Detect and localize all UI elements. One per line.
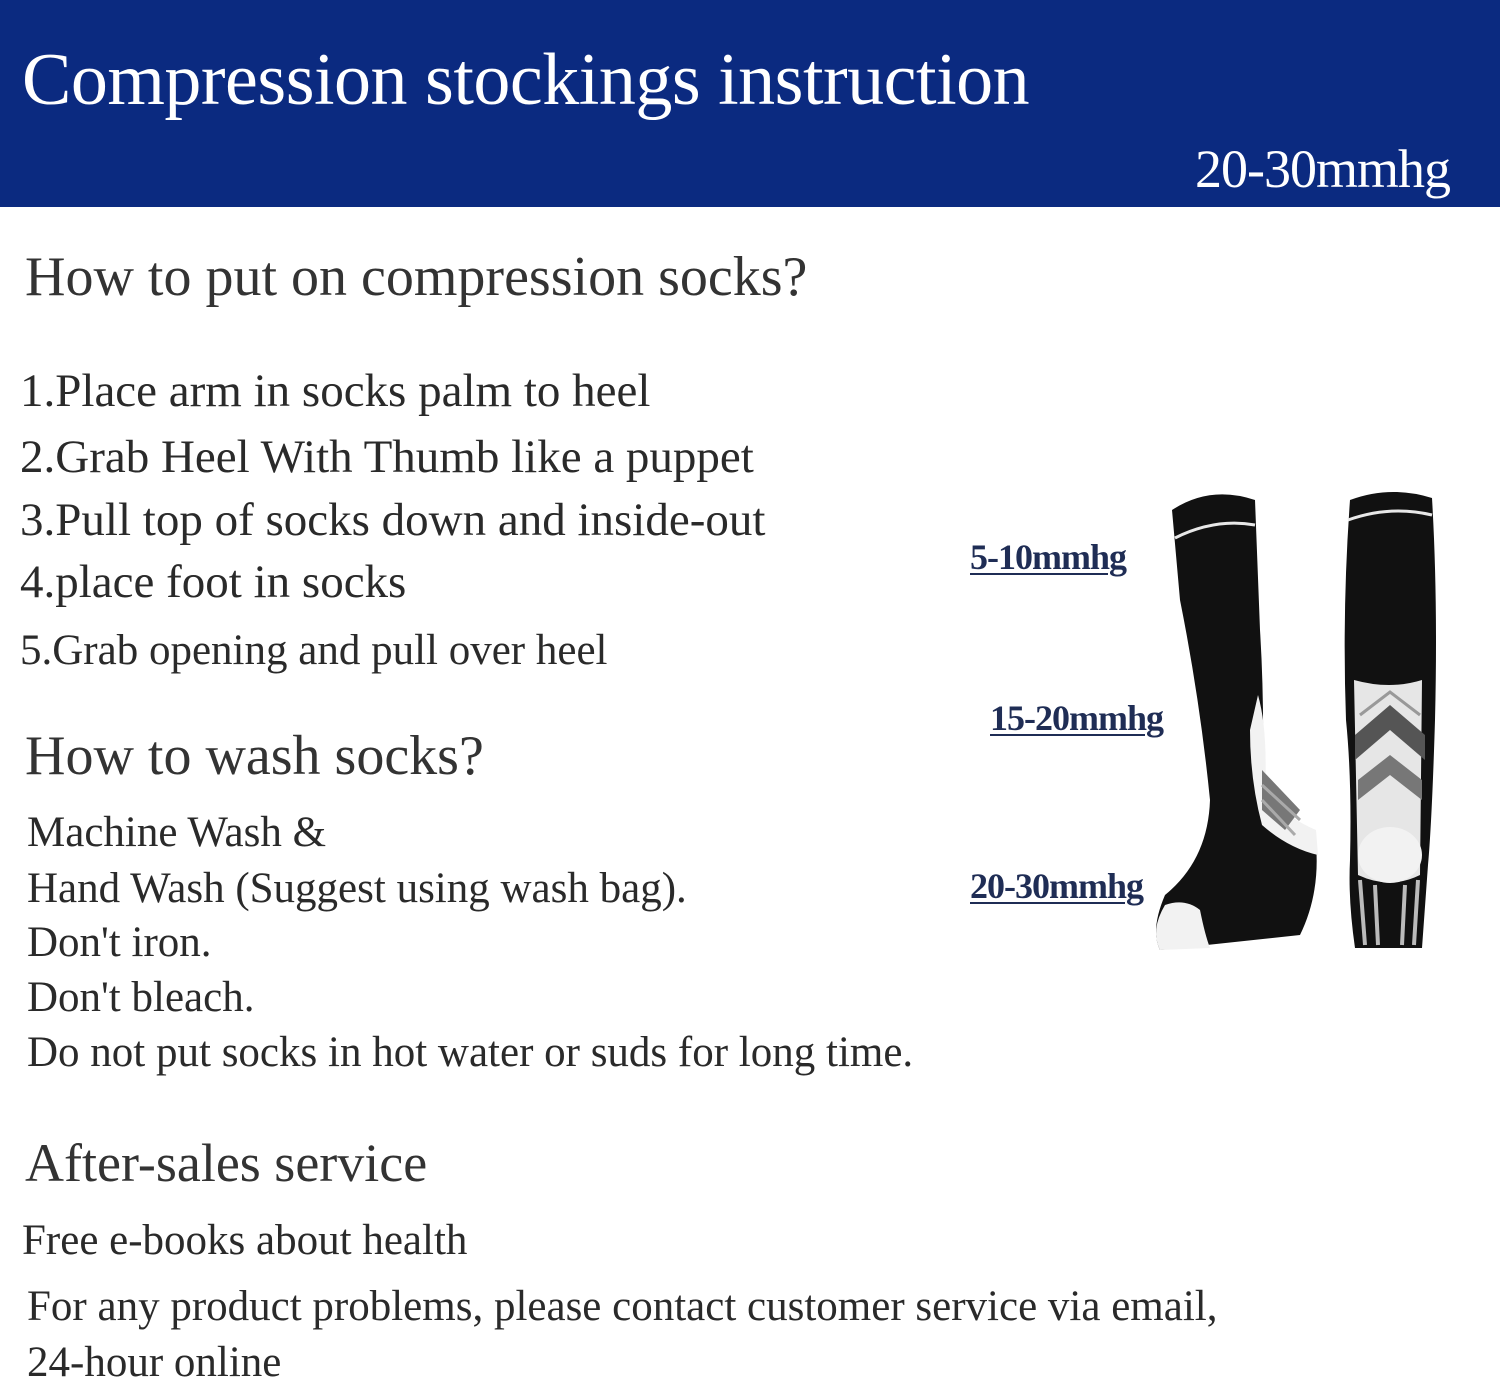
put-on-step: 2.Grab Heel With Thumb like a puppet xyxy=(20,431,754,483)
pressure-label-top: 5-10mmhg xyxy=(970,537,1126,577)
after-sales-line: For any product problems, please contact customer service via email, xyxy=(27,1283,1218,1330)
put-on-step: 5.Grab opening and pull over heel xyxy=(20,627,608,674)
pressure-rating: 20-30mmhg xyxy=(1195,139,1450,199)
after-sales-heading: After-sales service xyxy=(25,1133,428,1193)
wash-line: Don't iron. xyxy=(27,919,212,966)
sock-back-view xyxy=(1345,492,1436,948)
wash-line: Machine Wash & xyxy=(27,809,327,856)
after-sales-line: 24-hour online xyxy=(27,1339,282,1386)
pressure-label-middle: 15-20mmhg xyxy=(990,698,1163,738)
put-on-step: 3.Pull top of socks down and inside-out xyxy=(20,494,766,546)
after-sales-line: Free e-books about health xyxy=(22,1217,468,1264)
pressure-label-bottom: 20-30mmhg xyxy=(970,866,1143,906)
put-on-step: 4.place foot in socks xyxy=(20,556,407,608)
wash-line: Hand Wash (Suggest using wash bag). xyxy=(27,865,687,912)
put-on-step: 1.Place arm in socks palm to heel xyxy=(20,365,651,417)
wash-line: Do not put socks in hot water or suds for long time. xyxy=(27,1029,914,1076)
wash-heading: How to wash socks? xyxy=(25,725,484,787)
wash-line: Don't bleach. xyxy=(27,974,255,1021)
title-banner xyxy=(0,0,1500,207)
compression-socks-image xyxy=(1150,480,1450,960)
page-title: Compression stockings instruction xyxy=(22,39,1030,121)
put-on-heading: How to put on compression socks? xyxy=(25,246,808,308)
sock-side-view xyxy=(1156,494,1318,950)
